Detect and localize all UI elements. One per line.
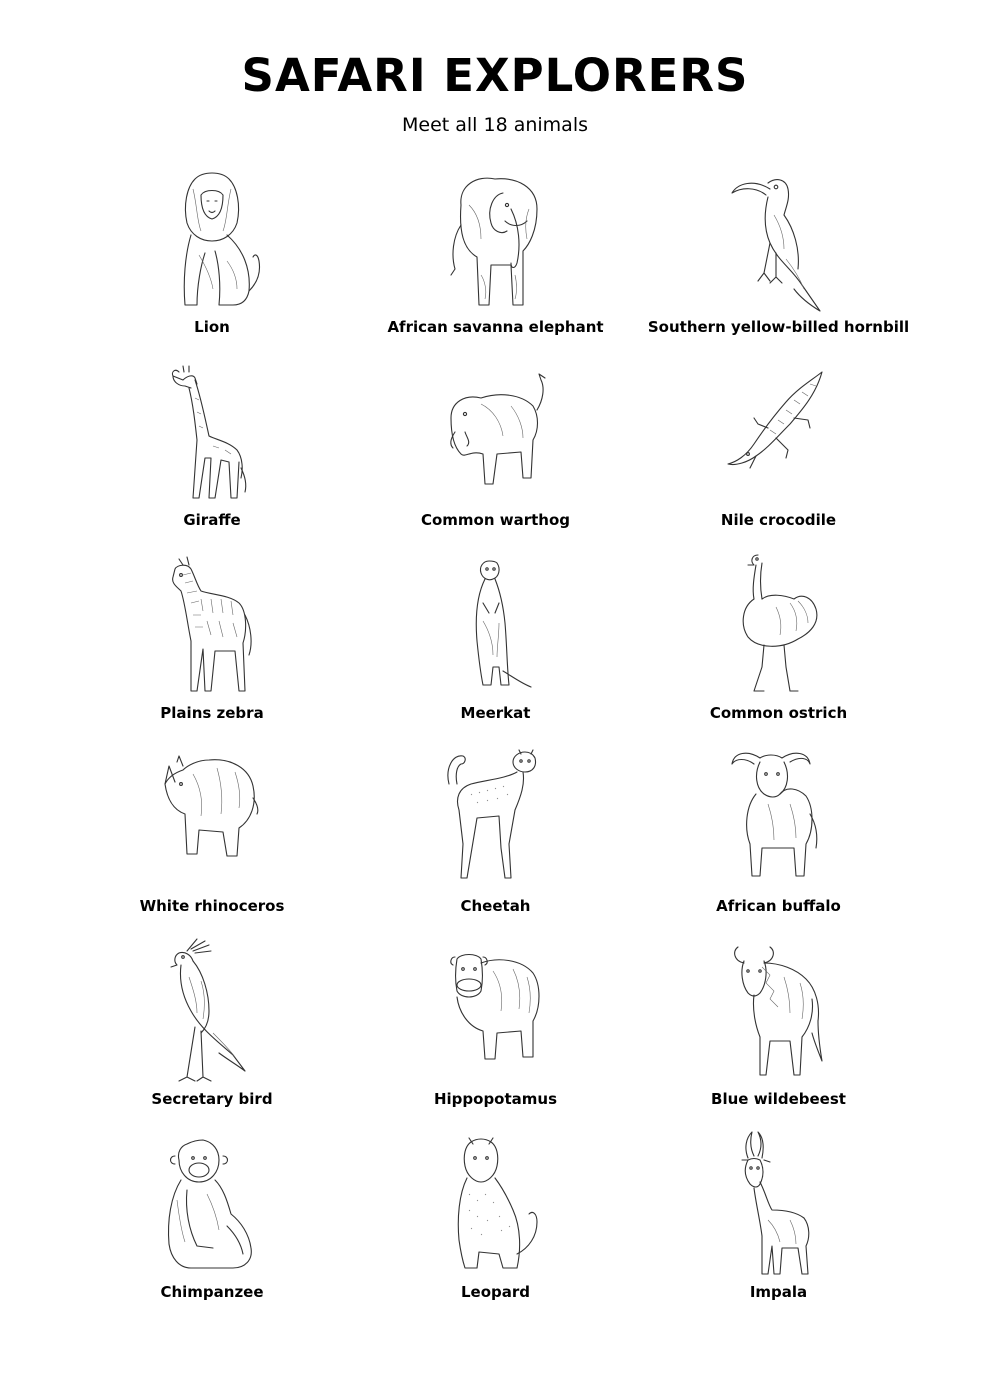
animal-name: Giraffe [183, 511, 241, 529]
cheetah-icon [441, 744, 551, 894]
animal-card [354, 1128, 637, 1321]
chimpanzee-icon [157, 1130, 267, 1280]
crocodile-icon [724, 358, 834, 508]
animal-name: Common ostrich [709, 704, 848, 722]
animal-card [70, 356, 354, 549]
zebra-icon [157, 551, 267, 701]
animal-name: Impala [749, 1283, 808, 1301]
animal-card [70, 549, 354, 742]
animal-card [637, 163, 920, 356]
secretary-bird-icon [157, 937, 267, 1087]
warthog-icon [441, 358, 551, 508]
wildebeest-icon [724, 937, 834, 1087]
animal-card [637, 1128, 920, 1321]
animal-name: Leopard [460, 1283, 531, 1301]
animal-card [637, 935, 920, 1128]
animal-card [354, 163, 637, 356]
animal-name: Meerkat [460, 704, 531, 722]
animal-card [70, 742, 354, 935]
ostrich-icon [724, 551, 834, 701]
animal-name: African buffalo [716, 897, 841, 915]
animal-name: African savanna elephant [387, 318, 604, 336]
animal-card [354, 742, 637, 935]
animal-card [637, 742, 920, 935]
page-subtitle: Meet all 18 animals [401, 114, 588, 136]
animal-card [70, 1128, 354, 1321]
animal-name: Cheetah [460, 897, 531, 915]
animal-card [637, 549, 920, 742]
animal-name: Chimpanzee [160, 1283, 264, 1301]
animal-grid [70, 163, 920, 1321]
hornbill-icon [724, 165, 834, 315]
buffalo-icon [724, 744, 834, 894]
hippopotamus-icon [441, 937, 551, 1087]
animal-card [637, 356, 920, 549]
rhinoceros-icon [157, 744, 267, 894]
animal-card [70, 935, 354, 1128]
elephant-icon [441, 165, 551, 315]
impala-icon [724, 1130, 834, 1280]
animal-name: Hippopotamus [433, 1090, 558, 1108]
leopard-icon [441, 1130, 551, 1280]
animal-name: Common warthog [420, 511, 571, 529]
animal-card [70, 163, 354, 356]
lion-icon [157, 165, 267, 315]
animal-card [354, 549, 637, 742]
animal-name: Southern yellow-billed hornbill [647, 318, 910, 336]
page-title: SAFARI EXPLORERS [241, 49, 749, 102]
animal-name: Blue wildebeest [711, 1090, 846, 1108]
animal-name: Nile crocodile [720, 511, 837, 529]
animal-name: Lion [194, 318, 230, 336]
animal-card [354, 356, 637, 549]
animal-name: Plains zebra [160, 704, 264, 722]
animal-name: White rhinoceros [139, 897, 285, 915]
meerkat-icon [441, 551, 551, 701]
animal-name: Secretary bird [151, 1090, 273, 1108]
giraffe-icon [157, 358, 267, 508]
animal-card [354, 935, 637, 1128]
